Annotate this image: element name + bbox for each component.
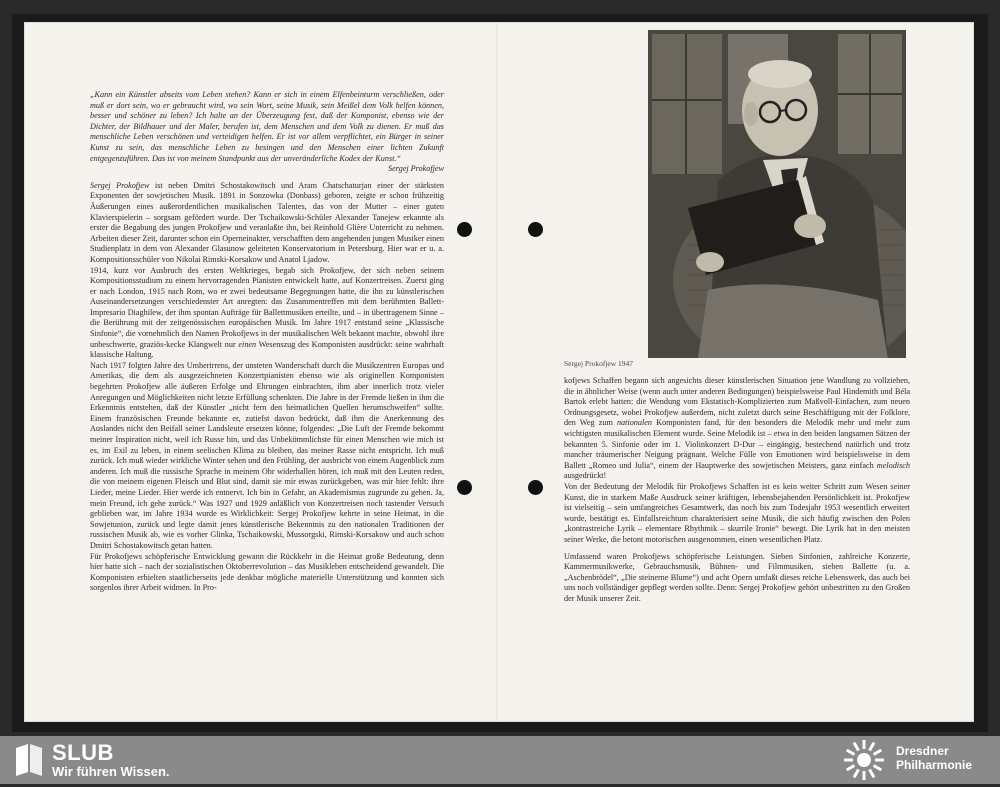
quote-signature: Sergej Prokofjew <box>387 164 444 174</box>
paragraph-intro <box>90 181 444 266</box>
punch-hole <box>457 222 472 237</box>
photo-caption: Sergej Prokofjew 1947 <box>564 359 634 368</box>
left-column <box>90 90 444 594</box>
word-emphasis: melodisch <box>876 460 910 470</box>
paragraph-1914 <box>90 266 444 361</box>
paragraph-continuation <box>564 376 910 482</box>
paragraph-text: ausgedrückt! <box>564 471 607 481</box>
page-fold <box>496 22 498 722</box>
punch-hole <box>528 480 543 495</box>
opening-quote: „Kann ein Künstler abseits vom Leben stehen? Kann er sich in einem Elfenbeinturm verschließen, oder muß er dort sein, wo er gebraucht wird, wo sein Wort, seine Musik, sein Meißel dem Volk helfen können, besser und schöner zu leben? Ich halte an der Überzeugung fest, daß der Komponist, ebenso wie der Dichter, der Bildhauer und der Maler, berufen ist, dem Menschen und dem Volk zu dienen. Er muß das menschliche Leben verschönen und verteidigen helfen. Er ist vor allem verpflichtet, ein Bürger in seiner Kunst zu sein, das menschliche Leben zu besingen und den Menschen einer lichten Zukunft entgegenzuführen. Das ist von meinem Standpunkt aus der unveränderliche Kodex der Kunst.“ <box>90 90 444 163</box>
right-column <box>564 376 910 604</box>
punch-hole <box>528 222 543 237</box>
philharmonie-logo-icon <box>840 738 888 787</box>
philharmonie-name <box>896 744 972 772</box>
word-emphasis: nationalen <box>616 418 652 428</box>
paragraph-1917: Nach 1917 folgten Jahre des Umherirrens, der unsteten Wanderschaft durch die Musikzentren Europas und Amerikas, die dem als ausgezeichneten Konzertpianisten ebenso wie als originellen Komponisten begehrten Prokofjew alle äußeren Erfolge und Ehrungen einbrachten, ihm aber innerlich trotz vieler Anregungen und Möglichkeiten nicht letzte Erfüllung schenkten. Die Jahre in der Fremde ließen in ihm die Erkenntnis entstehen, daß der Künstler „nicht fern den heimatlichen Quellen herumschweifen“ sollte. Einem französischen Freunde bekannte er, zutiefst davon bedrückt, daß ihm die Anerkennung des Auslandes nicht den Beifall seiner Landsleute ersetzen könne, folgendes: „Die Luft der Fremde bekommt meiner Inspiration nicht, weil ich Russe bin, und das Unbekömmlichste für einen Menschen wie mich ist es, im Exil zu leben, in einem seelischen Klima zu bleiben, das meiner Rasse nicht entspricht. Ich muß zurück. Ich muß wieder wirkliche Winter sehen und den Frühling, der ausbricht von einem Augenblick zum anderen. Ich muß die russische Sprache in meinem Ohr widerhallen hören, ich muß mit den Leuten reden, die von meinem eigenen Fleisch und Blut sind, damit sie mir etwas zurückgeben, was mir hier fehlt: ihre Lieder, meine Lieder. Hier werde ich entnervt. Ich bin in Gefahr, an Akademismus zugrunde zu gehen. Ja, mein Freund, ich gehe zurück.“ Was 1927 und 1929 anläßlich von Konzertreisen noch tastender Versuch geblieben war, im Jahre 1934 wurde es Wirklichkeit: Sergej Prokofjew kehrte in seine Heimat, in die Sowjetunion, zurück und legte damit jenes künstlerische Bekenntnis zu den nationalen Traditionen der russischen Musik ab, wie es vorher Glinka, Tschaikowski, Mussorgski, Rimski-Korsakow und auch schon Dmitri Schostakowitsch getan hatten. <box>90 360 444 550</box>
philharmonie-name-line1: Dresdner <box>896 744 949 758</box>
paragraph-melodik: Von der Bedeutung der Melodik für Prokofjews Schaffen ist es kein weiter Schritt zum Wesen seiner Kunst, die in starkem Maße Ausdruck seiner kräftigen, lebensbejahenden Persönlichkeit ist. Prokofjew ist vielseitig – sein umfangreiches Gesamtwerk, das noch bis zum Todesjahr 1953 wesentlich erweitert wurde, bestätigt es. Einfallsreichtum charakterisiert seine Musik, die sich häufig zwischen den Polen „kontrastreiche Lyrik – elementare Rhythmik – skurrile Ironie“ bewegt. Die Lyrik hat in den meisten seiner Werke, die betont motorischen ausgenommen, einen wesentlichen Platz. <box>564 481 910 544</box>
philharmonie-name-line2: Philharmonie <box>896 758 973 772</box>
name-emphasis: Sergej Prokofjew <box>90 180 150 190</box>
paragraph-text: 1914, kurz vor Ausbruch des ersten Weltkrieges, begab sich Prokofjew, der sich neben seinem Kompositionsstudium zu einem hervorragenden Pianisten entwickelt hatte, auf Konzertreisen. Zuerst ging er nach London, 1915 nach Rom, wo er zwei bedeutsame Begegnungen hatte, die ihn zu künstlerischen Auseinandersetzungen verschiedenster Art anregten: das Zusammentreffen mit dem berühmten Ballett-Impresario Diaghilew, der ihm spontan Aufträge für Ballettmusiken erteilte, und – in übertragenem Sinne – die Berührung mit der zeitgenössischen europäischen Musik. Im Jahre 1917 entstand seine „Klassische Sinfonie“, die vornehmlich den Namen Prokofjews in der musikalischen Welt bekannt machte, obwohl ihre unbeschwerte, graziös-kecke Klangwelt nur <box>90 265 444 349</box>
slub-tagline: Wir führen Wissen. <box>52 764 170 779</box>
paragraph-text: kofjews Schaffen begann sich angesichts dieser künstlerischen Situation jene Wandlung zu vollziehen, die in ähnlicher Weise (wenn auch unter anderen Bedingungen) beispielsweise Paul Hindemith und Béla Bartok erlebt hatten: die Wendung vom Ekstatisch-Komplizierten zum Maßvoll-Einfachen, zum neuen Ordnungsgesetz, wobei Prokofjew außerdem, nicht zuletzt durch seine Beschäftigung mit der Folklore, den Weg zum <box>564 376 910 428</box>
portrait-photo <box>648 30 906 358</box>
word-emphasis: einen <box>238 339 257 349</box>
slub-name: SLUB <box>52 740 114 765</box>
paragraph-return: Für Prokofjews schöpferische Entwicklung gewann die Rückkehr in die Heimat große Bedeutung, denn hier hatte sich – nach der sozialistischen Oktoberrevolution – das Musikleben entscheidend gewandelt. Die Komponisten erhielten staatlicherseits jede denkbar mögliche materielle Unterstützung und konnten sich sorgenlos ihrer Arbeit widmen. In Pro- <box>90 551 444 593</box>
slub-logo-icon <box>14 742 44 783</box>
paragraph-text: Komponisten fand, für den besonders die Melodik mehr und mehr zum wichtigsten musikalischen Element wurde. Seine Melodik ist – etwa in den beiden langsamen Sätzen der bekannten 5. Sinfonie oder im 1. Violinkonzert D-Dur – eingängig, bestechend natürlich und trotz mancher träumerischer Neigung prägnant. Welche Fülle von Emotionen wird beispielsweise in dem Ballett „Romeo und Julia“, einem der Hauptwerke des sowjetischen Meisters, ganz einfach <box>564 418 910 470</box>
footer-bar <box>0 736 1000 784</box>
document-page <box>24 22 974 722</box>
paragraph-text: Wesenszug des Komponisten ausdrückt: seine wahrhaft klassische Haltung. <box>90 339 444 360</box>
paragraph-works: Umfassend waren Prokofjews schöpferische Leistungen. Sieben Sinfonien, zahlreiche Konzerte, Kammermusikwerke, Gebrauchsmusik, Bühnen- und Filmmusiken, sieben Ballette (u. a. „Aschenbrödel“, „Die steinerne Blume“) und acht Opern umfaßt dieses reiche Lebenswerk, das auch bei uns noch vollständiger gepflegt werden sollte. Denn: Sergej Prokofjew gehört unbestritten zu den Großen der Musik unserer Zeit. <box>564 551 910 603</box>
punch-hole <box>457 480 472 495</box>
paragraph-text: ist neben Dmitri Schostakowitsch und Aram Chatschaturjan einer der stärksten Exponenten der sowjetischen Musik. 1891 in Sonzowka (Donbass) geboren, zeigte er schon frühzeitig Äußerungen eines außerordentlichen musikalischen Talentes, das von der Mutter – einer guten Klavierspielerin – sorgsam gefördert wurde. Der Tschaikowski-Schüler Alexander Tanejew erkannte als erster die Begabung des jungen Prokofjew und veranlaßte ihn, bei Reinhold Glière Unterricht zu nehmen. Arbeiten dieser Zeit, darunter schon ein Operneinakter, verschafften dem angehenden jungen Musiker einen Studienplatz in dem von Alexander Glasunow geleiteten Konservatorium in Petersburg. Hier war er u. a. Kompositionsschüler von Nikolai Rimski-Korsakow und Anatol Ljadow. <box>90 180 444 264</box>
